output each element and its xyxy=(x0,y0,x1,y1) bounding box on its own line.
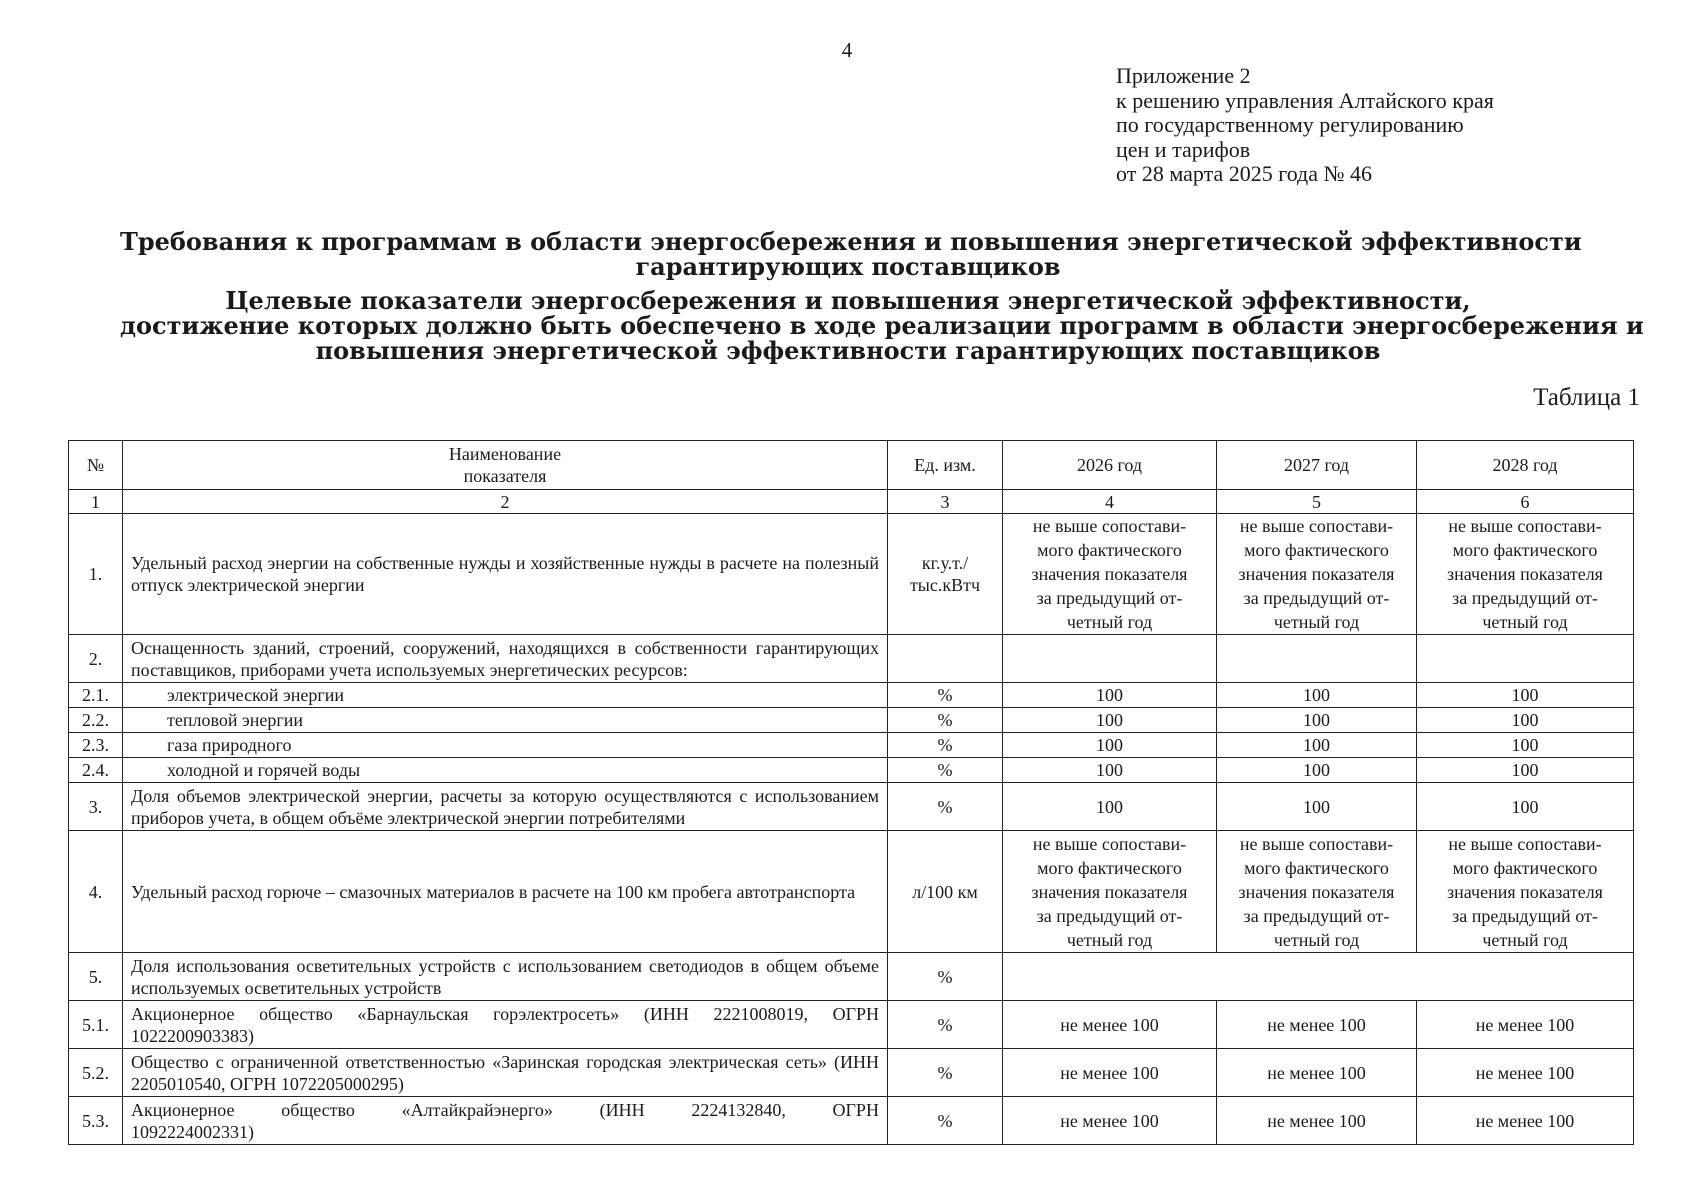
col-number: 6 xyxy=(1417,490,1634,514)
value-2027: не менее 100 xyxy=(1217,1097,1417,1145)
value-2027 xyxy=(1217,635,1417,683)
title-line: Требования к программам в области энергосбережения и повышения энергетической эффективности xyxy=(120,227,1582,256)
appendix-line: от 28 марта 2025 года № 46 xyxy=(1116,161,1373,186)
value-2028 xyxy=(1417,514,1634,635)
row-num: 3. xyxy=(69,783,123,831)
row-unit: л/100 км xyxy=(888,831,1003,953)
header-name-line: показателя xyxy=(463,466,547,486)
value-2028: не менее 100 xyxy=(1417,1001,1634,1049)
header-name-line: Наименование xyxy=(448,444,562,464)
table-row xyxy=(69,1097,1634,1145)
table-row xyxy=(69,953,1634,1001)
unit-line: тыс.кВтч xyxy=(909,575,981,595)
name-word: 2224132840, xyxy=(691,1099,786,1120)
row-unit: % xyxy=(888,1001,1003,1049)
value-line: не выше сопостави- xyxy=(1448,833,1602,854)
table-row xyxy=(69,1001,1634,1049)
value-line: мого фактического xyxy=(1452,540,1598,560)
row-name: тепловой энергии xyxy=(123,708,888,733)
column-number-row xyxy=(69,490,1634,514)
value-2027: 100 xyxy=(1217,683,1417,708)
value-2028: 100 xyxy=(1417,733,1634,758)
value-2028 xyxy=(1417,635,1634,683)
value-line: значения показателя xyxy=(1447,881,1603,902)
row-values-empty xyxy=(1003,953,1634,1001)
requirements-title xyxy=(120,227,1582,281)
row-unit xyxy=(888,514,1003,635)
value-2027: не менее 100 xyxy=(1217,1049,1417,1097)
value-line: не выше сопостави- xyxy=(1448,516,1602,536)
value-line: мого фактического xyxy=(1244,540,1389,560)
col-number: 5 xyxy=(1217,490,1417,514)
row-name: Доля объемов электрической энергии, расчеты за которую осуществляются с использованием приборов учета, в общем объёме электрической энергии потребителями xyxy=(123,783,888,831)
value-line: не выше сопостави- xyxy=(1239,833,1394,854)
col-number: 1 xyxy=(69,490,123,514)
header-2027: 2027 год xyxy=(1217,441,1417,490)
value-2028: 100 xyxy=(1417,783,1634,831)
unit-line: кг.у.т./ xyxy=(921,553,969,573)
targets-title xyxy=(120,286,1644,365)
value-2027: 100 xyxy=(1217,733,1417,758)
value-2026: не менее 100 xyxy=(1003,1049,1217,1097)
table-row xyxy=(69,831,1634,953)
row-name: электрической энергии xyxy=(123,683,888,708)
page-number: 4 xyxy=(841,38,853,62)
header-name xyxy=(123,441,888,490)
appendix-block xyxy=(1116,64,1494,187)
name-word: ОГРН xyxy=(832,1099,879,1120)
row-num: 2.4. xyxy=(69,758,123,783)
value-line: значения показателя xyxy=(1238,564,1395,584)
row-unit: % xyxy=(888,708,1003,733)
row-name: Общество с ограниченной ответственностью «Заринская городская электрическая сеть» (ИНН 2205010540, ОГРН 1072205000295) xyxy=(123,1049,888,1097)
title-line: гарантирующих поставщиков xyxy=(635,252,1061,281)
row-unit: % xyxy=(888,1097,1003,1145)
title-line: повышения энергетической эффективности гарантирующих поставщиков xyxy=(315,336,1381,365)
row-name: холодной и горячей воды xyxy=(123,758,888,783)
value-2028: 100 xyxy=(1417,758,1634,783)
value-2028: не менее 100 xyxy=(1417,1097,1634,1145)
header-num: № xyxy=(69,441,123,490)
row-name-line xyxy=(131,1099,879,1121)
table-row xyxy=(69,635,1634,683)
value-2026: 100 xyxy=(1003,758,1217,783)
value-line: не выше сопостави- xyxy=(1032,833,1187,854)
row-num: 5.1. xyxy=(69,1001,123,1049)
row-unit: % xyxy=(888,953,1003,1001)
value-line: за предыдущий от- xyxy=(1452,588,1598,608)
value-2028: 100 xyxy=(1417,683,1634,708)
table-row xyxy=(69,1049,1634,1097)
value-2026 xyxy=(1003,514,1217,635)
appendix-line: по государственному регулированию xyxy=(1116,112,1464,137)
value-line: мого фактического xyxy=(1037,540,1182,560)
row-name: газа природного xyxy=(123,733,888,758)
row-name: Доля использования осветительных устройств с использованием светодиодов в общем объеме используемых осветительных устройств xyxy=(123,953,888,1001)
row-num: 5.2. xyxy=(69,1049,123,1097)
row-name xyxy=(123,1097,888,1145)
value-line: значения показателя xyxy=(1238,881,1395,902)
value-line: за предыдущий от- xyxy=(1036,905,1183,926)
title-line: Целевые показатели энергосбережения и повышения энергетической эффективности, xyxy=(225,286,1471,315)
value-line: четный год xyxy=(1482,929,1568,950)
value-2026 xyxy=(1003,635,1217,683)
value-line: четный год xyxy=(1066,612,1153,632)
value-line: за предыдущий от- xyxy=(1243,588,1390,608)
col-number: 2 xyxy=(123,490,888,514)
row-unit: % xyxy=(888,758,1003,783)
title-line: достижение которых должно быть обеспечено в ходе реализации программ в области энергосбережения и xyxy=(120,311,1644,340)
value-line: не выше сопостави- xyxy=(1239,516,1394,536)
row-unit: % xyxy=(888,683,1003,708)
value-2026: не менее 100 xyxy=(1003,1097,1217,1145)
row-name: Оснащенность зданий, строений, сооружений, находящихся в собственности гарантирующих поставщиков, приборами учета используемых энергетических ресурсов: xyxy=(123,635,888,683)
col-number: 4 xyxy=(1003,490,1217,514)
row-num: 2.2. xyxy=(69,708,123,733)
row-unit: % xyxy=(888,783,1003,831)
value-2026: 100 xyxy=(1003,708,1217,733)
value-line: четный год xyxy=(1066,929,1153,950)
value-2027 xyxy=(1217,514,1417,635)
table-row xyxy=(69,683,1634,708)
header-2028: 2028 год xyxy=(1417,441,1634,490)
value-2026 xyxy=(1003,831,1217,953)
appendix-line: Приложение 2 xyxy=(1116,63,1251,88)
appendix-line: к решению управления Алтайского края xyxy=(1116,87,1494,113)
value-2027: 100 xyxy=(1217,783,1417,831)
row-num: 1. xyxy=(69,514,123,635)
table-row xyxy=(69,708,1634,733)
value-line: за предыдущий от- xyxy=(1243,905,1390,926)
row-name: Удельный расход энергии на собственные нужды и хозяйственные нужды в расчете на полезный отпуск электрической энергии xyxy=(123,514,888,635)
row-num: 2.1. xyxy=(69,683,123,708)
value-line: за предыдущий от- xyxy=(1452,905,1598,926)
value-line: значения показателя xyxy=(1447,564,1603,584)
value-line: за предыдущий от- xyxy=(1036,588,1183,608)
value-2028 xyxy=(1417,831,1634,953)
value-2028: не менее 100 xyxy=(1417,1049,1634,1097)
col-number: 3 xyxy=(888,490,1003,514)
value-line: четный год xyxy=(1273,612,1360,632)
value-2026: не менее 100 xyxy=(1003,1001,1217,1049)
value-line: четный год xyxy=(1273,929,1360,950)
value-2027: 100 xyxy=(1217,758,1417,783)
name-word: общество xyxy=(281,1099,355,1120)
appendix-line: цен и тарифов xyxy=(1116,136,1251,162)
row-name: Акционерное общество «Барнаульская горэлектросеть» (ИНН 2221008019, ОГРН 1022200903383) xyxy=(123,1001,888,1049)
row-unit xyxy=(888,635,1003,683)
row-num: 5. xyxy=(69,953,123,1001)
table-header-row xyxy=(69,441,1634,490)
table-row xyxy=(69,783,1634,831)
header-2026: 2026 год xyxy=(1003,441,1217,490)
value-2027 xyxy=(1217,831,1417,953)
table-caption: Таблица 1 xyxy=(1533,384,1640,411)
row-unit: % xyxy=(888,733,1003,758)
value-2026: 100 xyxy=(1003,683,1217,708)
value-line: мого фактического xyxy=(1037,857,1182,878)
row-num: 2. xyxy=(69,635,123,683)
value-line: значения показателя xyxy=(1031,564,1188,584)
value-2028: 100 xyxy=(1417,708,1634,733)
value-line: мого фактического xyxy=(1244,857,1389,878)
row-name: Удельный расход горюче – смазочных материалов в расчете на 100 км пробега автотранспорта xyxy=(123,831,888,953)
table-row xyxy=(69,733,1634,758)
value-line: мого фактического xyxy=(1452,857,1598,878)
value-2027: 100 xyxy=(1217,708,1417,733)
name-word: Акционерное xyxy=(131,1099,235,1120)
row-num: 2.3. xyxy=(69,733,123,758)
value-2026: 100 xyxy=(1003,733,1217,758)
value-2027: не менее 100 xyxy=(1217,1001,1417,1049)
name-word: «Алтайкрайэнерго» xyxy=(401,1099,553,1120)
value-2026: 100 xyxy=(1003,783,1217,831)
table-row xyxy=(69,758,1634,783)
value-line: четный год xyxy=(1482,612,1568,632)
row-name-line: 1092224002331) xyxy=(131,1121,254,1142)
row-num: 4. xyxy=(69,831,123,953)
indicators-table xyxy=(68,440,1634,1145)
row-unit: % xyxy=(888,1049,1003,1097)
value-line: значения показателя xyxy=(1031,881,1188,902)
value-line: не выше сопостави- xyxy=(1032,516,1187,536)
name-word: (ИНН xyxy=(599,1099,645,1120)
header-unit: Ед. изм. xyxy=(888,441,1003,490)
table-row xyxy=(69,514,1634,635)
row-num: 5.3. xyxy=(69,1097,123,1145)
